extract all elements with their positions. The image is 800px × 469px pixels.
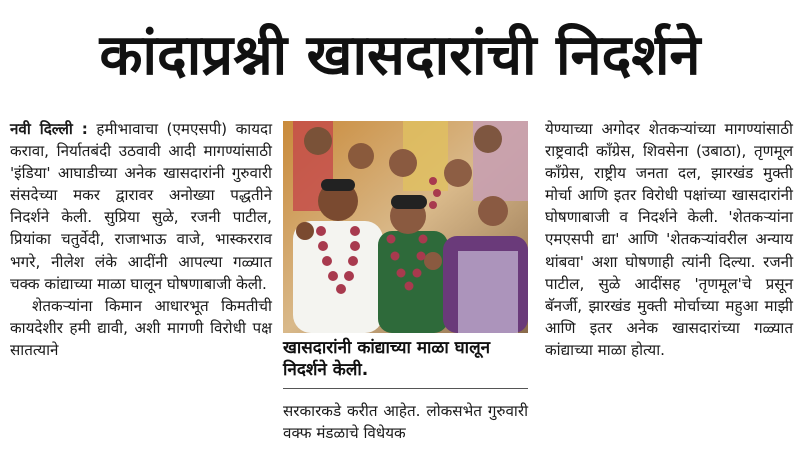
article-column-right	[545, 118, 793, 361]
dateline: नवी दिल्ली :	[10, 120, 88, 138]
photo-caption: खासदारांनी कांद्याच्या माळा घालून निदर्शने केली.	[283, 338, 491, 380]
article-column-left	[10, 118, 272, 361]
right-text: येण्याच्या अगोदर शेतकऱ्यांच्या मागण्यांसाठी राष्ट्रवादी काँग्रेस, शिवसेना (उबाठा), तृणमूल काँग्रेस, राष्ट्रीय जनता दल, झारखंड मुक्ती मोर्चा आणि इतर विरोधी पक्षांच्या खासदारांनी घोषणाबाजी व निदर्शने केली. 'शेतकऱ्यांना एमएसपी द्या' आणि 'शेतकऱ्यांवरील अन्याय थांबवा' अशा घोषणाही त्यांनी दिल्या. रजनी पाटील, सुळे आदींसह 'तृणमूल'चे प्रसून बॅनर्जी, झारखंड मुक्ती मोर्चाच्या महुआ माझी आणि इतर अनेक खासदारांच्या गळ्यात कांद्याच्या माळा होत्या.	[545, 120, 793, 359]
middle-text: सरकारकडे करीत आहेत. लोकसभेत गुरुवारी वक्फ मंडळाचे विधेयक	[283, 402, 528, 443]
paragraph-2: शेतकऱ्यांना किमान आधारभूत किमतीची कायदेशीर हमी द्यावी, अशी मागणी विरोधी पक्ष सातत्याने	[10, 296, 272, 359]
caption-divider	[283, 388, 528, 389]
protest-photo-illustration	[283, 121, 528, 333]
news-photo	[283, 121, 528, 333]
lead-text: हमीभावाचा (एमएसपी) कायदा करावा, निर्यातबंदी उठवावी आदी मागण्यांसाठी 'इंडिया' आघाडीच्या अनेक खासदारांनी गुरुवारी संसदेच्या मकर द्वारावर अनोख्या पद्धतीने निदर्शने केली. सुप्रिया सुळे, रजनी पाटील, प्रियांका चतुर्वेदी, राजाभाऊ वाजे, भास्करराव भगरे, नीलेश लंके आदींनी आपल्या गळ्यात चक्क कांद्याच्या माळा घालून घोषणाबाजी केली.	[10, 120, 272, 293]
lead-paragraph	[10, 118, 272, 295]
headline: कांदाप्रश्नी खासदारांची निदर्शने	[99, 23, 701, 88]
article-column-middle	[283, 400, 528, 444]
